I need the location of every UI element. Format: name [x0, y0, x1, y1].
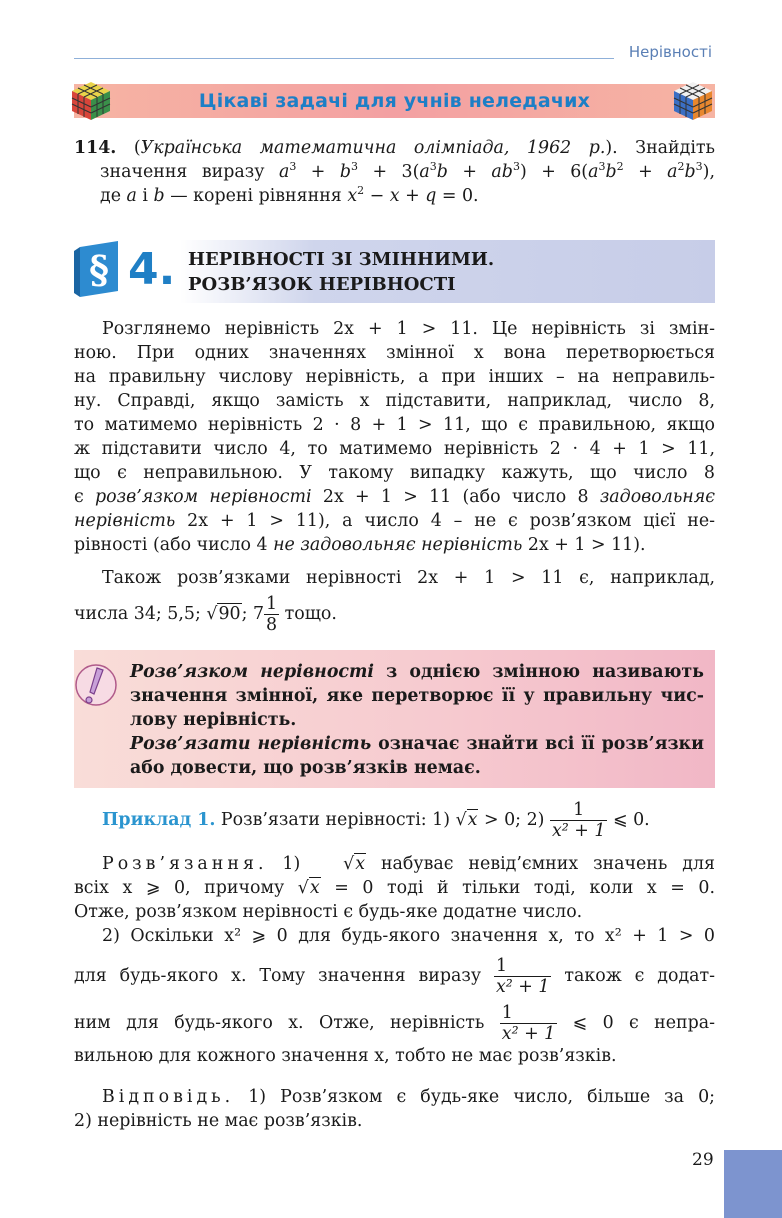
text-line — [130, 660, 704, 684]
task-text: значення виразу — [100, 162, 265, 182]
term: Розв’язком нерівності — [130, 662, 375, 682]
answer — [74, 1085, 715, 1133]
term: Розв’язати нерівність — [130, 734, 372, 754]
fraction-numerator: 1 — [494, 956, 551, 977]
fraction-numerator: 1 — [500, 1003, 557, 1024]
page-number: 29 — [692, 1150, 714, 1170]
radicand: 90 — [218, 604, 241, 625]
text-line: то матимемо нерівність 2 · 8 + 1 > 11, що є правильною, якщо — [74, 415, 715, 435]
text-span: ⩽ 0 є непра- — [572, 1013, 716, 1034]
text-span: набуває невід’ємних значень для — [380, 854, 715, 874]
text-line: Отже, розв’язком нерівності є будь-яке додатне число. — [74, 902, 583, 922]
text-line: вильною для кожного значення x, тобто не має розв’язків. — [74, 1046, 617, 1067]
text-span: Розв’язати нерівності: 1) — [220, 810, 451, 831]
text-line — [74, 509, 715, 533]
sqrt-expression: √x — [297, 878, 320, 898]
solution — [74, 852, 715, 1068]
text-span: також є додат- — [564, 966, 716, 987]
text-line — [74, 533, 715, 557]
fraction-denominator: 8 — [266, 615, 278, 636]
header-rule — [74, 58, 614, 59]
task-number: 114. — [74, 138, 117, 158]
text-span: тощо. — [284, 604, 337, 625]
text-span: не задовольняє нерівність — [273, 535, 523, 555]
sqrt-expression: √90 — [206, 604, 241, 625]
sqrt-expression: √x — [343, 854, 366, 874]
section-banner — [74, 84, 715, 118]
section-title-line: РОЗВ’ЯЗОК НЕРІВНОСТІ — [188, 274, 456, 295]
rubiks-cube-icon — [70, 80, 112, 122]
fraction-denominator: x² + 1 — [551, 821, 606, 842]
definition-text — [130, 660, 704, 780]
text-span: означає знайти всі її розв’язки — [371, 734, 705, 754]
mixed-number-whole: 7 — [252, 604, 265, 625]
banner-title: Цікаві задачі для учнів неледачих — [198, 90, 591, 112]
text-line — [130, 732, 704, 756]
fraction — [264, 594, 279, 635]
text-line: на правильну числову нерівність, а при інших – на неправиль- — [74, 367, 715, 387]
task-line-3: де a і b — корені рівняння $x^2 - x + q = 0$. — [100, 184, 479, 206]
text-span: ним для будь-якого x. Отже, нерівність — [74, 1013, 485, 1034]
text-span: нерівність — [74, 511, 176, 531]
fraction-numerator: 1 — [266, 594, 278, 614]
svg-text:§: § — [89, 247, 109, 292]
page-corner-tab — [724, 1150, 782, 1218]
exclamation-icon — [73, 660, 119, 710]
text-line: Розглянемо нерівність 2x + 1 > 11. Це нерівність зі змін- — [102, 319, 715, 339]
text-line — [74, 852, 715, 876]
task-line-2: значення виразу $a^3 + b^3 + 3(a^3b + ab^3) + 6(a^3b^2 + a^2b^3)$, — [100, 160, 715, 182]
section-title — [188, 247, 494, 297]
text-line — [74, 1085, 715, 1109]
fraction — [550, 800, 607, 841]
task-text: — корені рівняння — [170, 186, 342, 206]
text-span: для будь-якого x. Тому значення виразу — [74, 966, 482, 987]
task-text: ). Знайдіть — [605, 138, 715, 158]
text-span: задовольняє — [599, 487, 715, 507]
text-line — [74, 956, 715, 997]
text-line: Також розв’язками нерівності 2x + 1 > 11 є, наприклад, — [102, 568, 715, 588]
fraction — [494, 956, 551, 997]
text-line: лову нерівність. — [130, 710, 297, 730]
section-title-line: НЕРІВНОСТІ ЗІ ЗМІННИМИ. — [188, 249, 495, 270]
text-line: ж підставити число 4, то матимемо нерівність 2 · 4 + 1 > 11, — [74, 439, 715, 459]
text-line: 2) Оскільки x² ⩾ 0 для будь-якого значення x, то x² + 1 > 0 — [102, 926, 715, 946]
paragraph-intro — [74, 317, 715, 557]
text-span: рівності (або число 4 — [74, 535, 274, 555]
text-line: 2) нерівність не має розв’язків. — [74, 1111, 363, 1131]
text-line — [74, 1003, 715, 1044]
text-span: 1) Розв’язком є будь-яке число, більше за 0; — [248, 1087, 715, 1107]
text-span: 2x + 1 > 11). — [522, 535, 646, 555]
example-title: Приклад 1. — [102, 810, 216, 831]
answer-label: Відповідь. — [102, 1087, 235, 1107]
section-number: 4. — [128, 244, 176, 295]
text-line — [74, 485, 715, 509]
text-span: є — [74, 487, 96, 507]
text-line: числа 34; 5,5; √90; 7 $\frac{1}{8}$ тощо. — [74, 594, 337, 636]
task-line-1: 114. (Українська математична олімпіада, 1962 р.). Знайдіть — [74, 138, 715, 158]
section-sign-icon — [74, 241, 124, 297]
text-span: = 0 тоді й тільки тоді, коли x = 0. — [334, 878, 715, 898]
text-line: ною. При одних значеннях змінної x вона перетворюється — [74, 343, 715, 363]
rubiks-cube-icon — [672, 80, 714, 122]
fraction-numerator: 1 — [550, 800, 607, 821]
fraction-denominator: x² + 1 — [495, 977, 550, 998]
text-span: 2x + 1 > 11), а число 4 – не є розв’язком цієї не- — [175, 511, 715, 531]
fraction — [500, 1003, 557, 1044]
text-span: розв’язком нерівності — [95, 487, 312, 507]
paragraph-examples — [74, 566, 715, 635]
text-span: 2x + 1 > 11 (або число 8 — [311, 487, 600, 507]
example-1 — [74, 800, 715, 841]
text-span: всіх x ⩾ 0, причому — [74, 878, 285, 898]
text-span: ⩽ 0. — [612, 810, 650, 831]
task-114 — [74, 136, 715, 208]
fraction-denominator: x² + 1 — [501, 1024, 556, 1045]
sqrt-expression: √x — [455, 810, 478, 831]
task-text: де — [100, 186, 121, 206]
solution-label: Розв’язання. — [102, 854, 268, 874]
text-span: числа 34; 5,5; — [74, 604, 201, 625]
running-header: Нерівності — [628, 43, 712, 61]
text-span: > 0; 2) — [484, 810, 545, 831]
text-line: ну. Справді, якщо замість x підставити, наприклад, число 8, — [74, 391, 715, 411]
task-source: Українська математична олімпіада, 1962 р. — [140, 138, 606, 158]
text-line: що є неправильною. У такому випадку кажуть, що число 8 — [74, 463, 715, 483]
text-span: 1) — [282, 854, 301, 874]
text-line: значення змінної, яке перетворює її у правильну чис- — [130, 686, 704, 706]
text-span: з однією змінною називають — [374, 662, 704, 682]
text-line: або довести, що розв’язків немає. — [130, 758, 481, 778]
text-line — [74, 876, 715, 900]
